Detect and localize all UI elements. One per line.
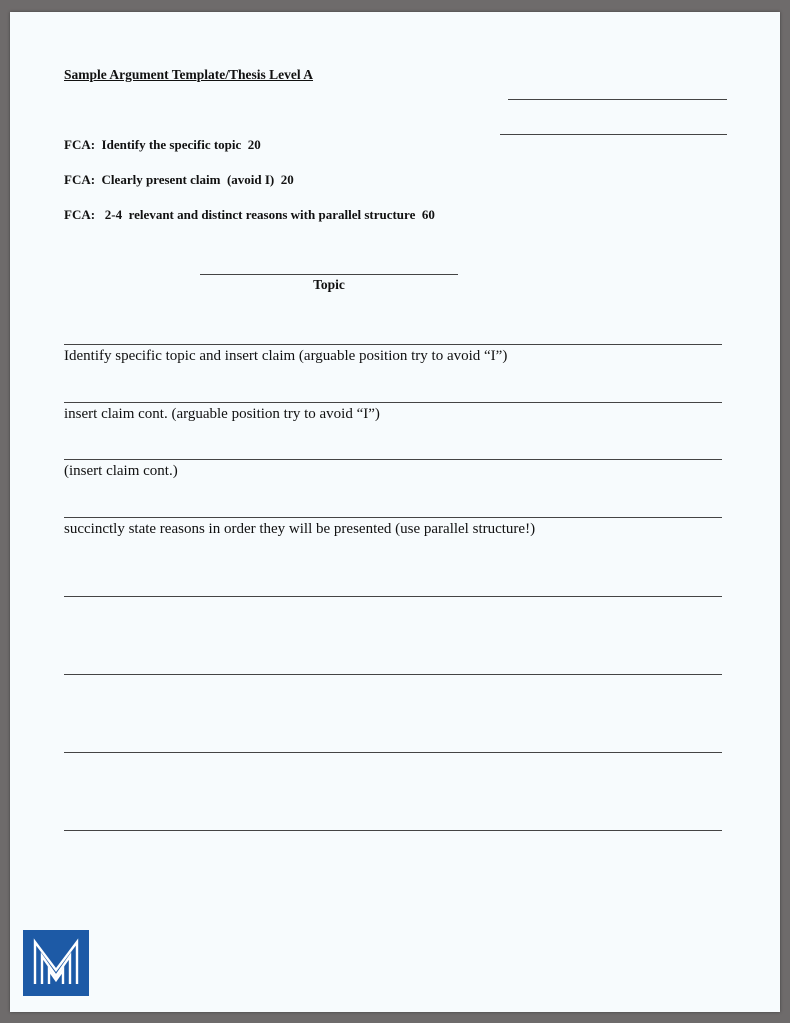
writing-line xyxy=(64,596,722,597)
criterion-reasons: FCA: 2-4 relevant and distinct reasons with parallel structure 60 xyxy=(64,207,435,222)
writing-line xyxy=(64,459,722,460)
writing-line xyxy=(64,752,722,753)
monogram-m-logo-icon xyxy=(23,930,89,996)
writing-line xyxy=(64,674,722,675)
criterion-claim: FCA: Clearly present claim (avoid I) 20 xyxy=(64,172,294,187)
prompt-topic-claim: Identify specific topic and insert claim (arguable position try to avoid “I”) xyxy=(64,348,508,364)
document-page xyxy=(10,12,780,1012)
topic-label: Topic xyxy=(313,277,345,292)
name-blank-line xyxy=(508,99,727,100)
prompt-reasons: succinctly state reasons in order they will be presented (use parallel structure!) xyxy=(64,521,536,537)
topic-blank-line xyxy=(200,274,458,275)
document-title: Sample Argument Template/Thesis Level A xyxy=(64,67,314,82)
date-blank-line xyxy=(500,134,727,135)
criterion-topic: FCA: Identify the specific topic 20 xyxy=(64,137,261,152)
writing-line xyxy=(64,344,722,345)
writing-line xyxy=(64,830,722,831)
writing-line xyxy=(64,517,722,518)
prompt-claim-cont-2: (insert claim cont.) xyxy=(64,463,178,479)
writing-line xyxy=(64,402,722,403)
prompt-claim-cont: insert claim cont. (arguable position try to avoid “I”) xyxy=(64,406,380,422)
